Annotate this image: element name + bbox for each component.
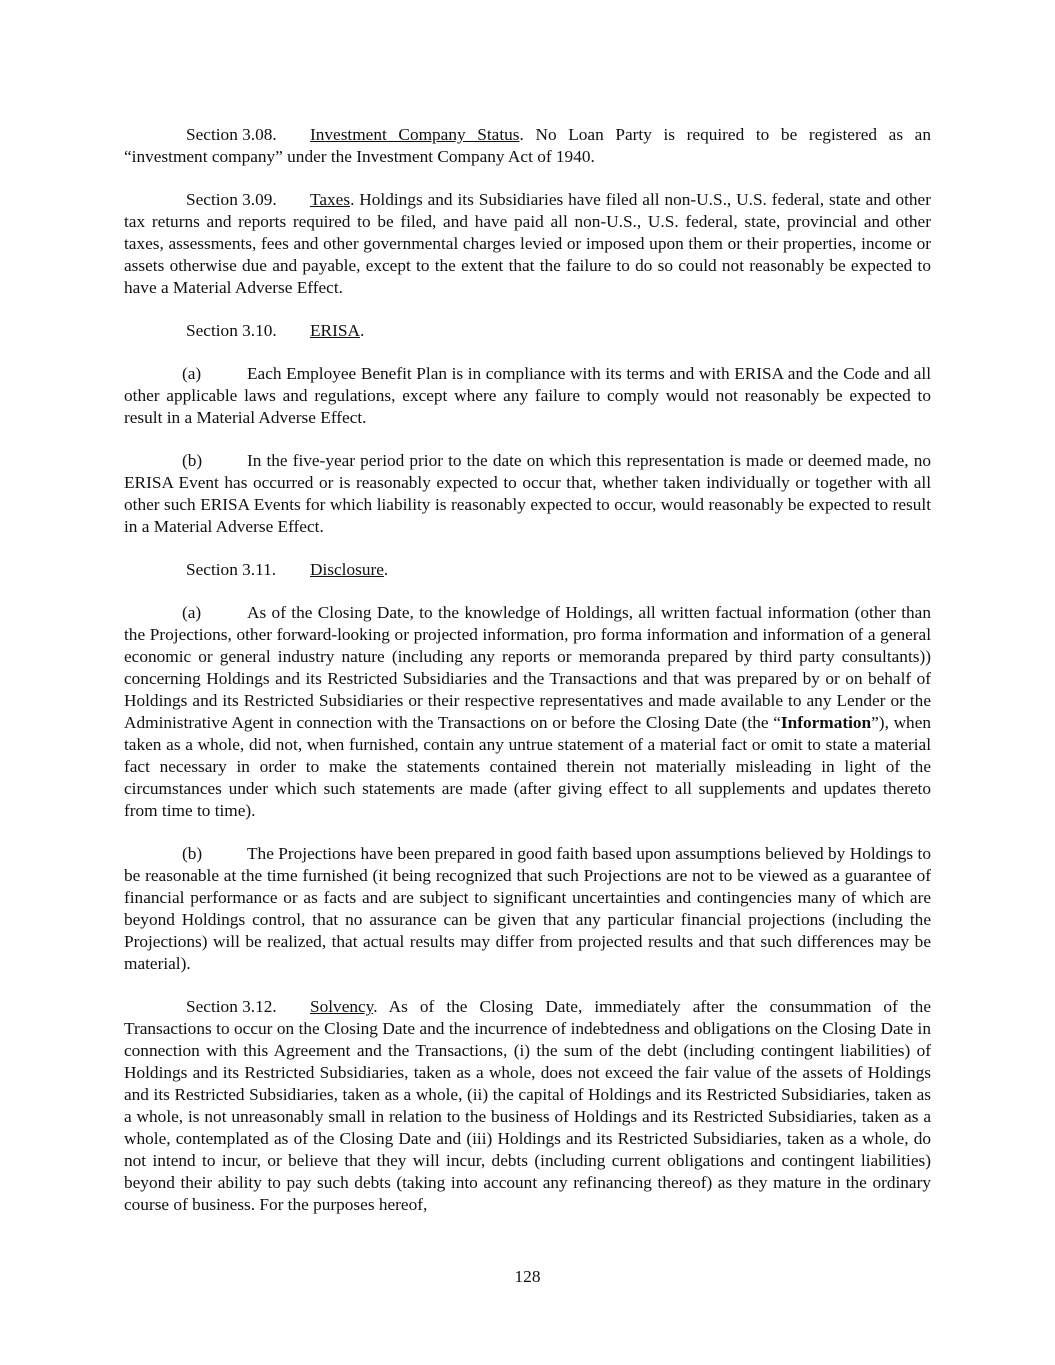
section-heading: Taxes bbox=[310, 190, 351, 209]
clause-text: In the five-year period prior to the date on which this representation is made or deemed made, no ERISA Event has occurred or is reasonably expected to occur that, whether taken individually or together with all other such ERISA Events for which liability is reasonably expected to occur, would reasonably be expected to result in a Material Adverse Effect. bbox=[124, 451, 931, 536]
page-number: 128 bbox=[514, 1267, 541, 1286]
section-heading: ERISA bbox=[310, 321, 360, 340]
section-heading: Investment Company Status bbox=[310, 125, 520, 144]
clause-text: The Projections have been prepared in good faith based upon assumptions believed by Holdings to be reasonable at the time furnished (it being recognized that such Projections are not to be viewed as a guarantee of financial performance or as facts and are subject to significant uncertainties and contingencies many of which are beyond Holdings control, that no assurance can be given that any particular financial projections (including the Projections) will be realized, that actual results may differ from projected results and that such differences may be material). bbox=[124, 844, 931, 973]
clause-text: As of the Closing Date, to the knowledge of Holdings, all written factual information (other than the Projections, other forward-looking or projected information, pro forma information and information of a general economic or general industry nature (including any reports or memoranda prepared by third party consultants)) concerning Holdings and its Restricted Subsidiaries and the Transactions and that was prepared by or on behalf of Holdings and its Restricted Subsidiaries or their respective representatives and made available to any Lender or the Administrative Agent in connection with the Transactions on or before the Closing Date (the “ bbox=[124, 603, 931, 732]
section-text: . bbox=[383, 560, 389, 579]
clause-label: (b) bbox=[182, 451, 203, 470]
defined-term: Information bbox=[780, 713, 872, 732]
section-3-12 bbox=[124, 996, 931, 1216]
section-number: Section 3.11. bbox=[186, 560, 277, 579]
section-text: . No Loan Party is required to be registered as an “investment company” under the Investment Company Act of 1940. bbox=[124, 125, 931, 166]
section-3-08 bbox=[124, 124, 931, 168]
section-3-11 bbox=[124, 559, 931, 581]
section-number: Section 3.10. bbox=[186, 321, 277, 340]
section-number: Section 3.08. bbox=[186, 125, 277, 144]
section-text: . bbox=[359, 321, 365, 340]
section-number: Section 3.12. bbox=[186, 997, 277, 1016]
section-3-10 bbox=[124, 320, 931, 342]
clause-label: (a) bbox=[182, 364, 202, 383]
clause-text: ”), when taken as a whole, did not, when furnished, contain any untrue statement of a material fact or omit to state a material fact necessary in order to make the statements contained therein not materially misleading in light of the circumstances under which such statements are made (after giving effect to all supplements and updates thereto from time to time). bbox=[124, 713, 932, 820]
section-heading: Solvency bbox=[310, 997, 374, 1016]
section-3-11-b bbox=[124, 843, 931, 975]
section-3-10-b bbox=[124, 450, 931, 538]
section-number: Section 3.09. bbox=[186, 190, 277, 209]
section-text: . Holdings and its Subsidiaries have filed all non-U.S., U.S. federal, state and other tax returns and reports required to be filed, and have paid all non-U.S., U.S. federal, state, provincial and other taxes, assessments, fees and other governmental charges levied or imposed upon them or their properties, income or assets otherwise due and payable, except to the extent that the failure to do so could not reasonably be expected to have a Material Adverse Effect. bbox=[124, 190, 931, 297]
clause-text: Each Employee Benefit Plan is in compliance with its terms and with ERISA and the Code and all other applicable laws and regulations, except where any failure to comply would not reasonably be expected to result in a Material Adverse Effect. bbox=[124, 364, 931, 427]
clause-label: (a) bbox=[182, 603, 202, 622]
section-heading: Disclosure bbox=[310, 560, 384, 579]
section-3-11-a bbox=[124, 602, 931, 822]
clause-label: (b) bbox=[182, 844, 203, 863]
section-text: . As of the Closing Date, immediately after the consummation of the Transactions to occur on the Closing Date and the incurrence of indebtedness and obligations on the Closing Date in connection with this Agreement and the Transactions, (i) the sum of the debt (including contingent liabilities) of Holdings and its Restricted Subsidiaries, taken as a whole, does not exceed the fair value of the assets of Holdings and its Restricted Subsidiaries, taken as a whole, (ii) the capital of Holdings and its Restricted Subsidiaries, taken as a whole, is not unreasonably small in relation to the business of Holdings and its Restricted Subsidiaries, taken as a whole, contemplated as of the Closing Date and (iii) Holdings and its Restricted Subsidiaries, taken as a whole, do not intend to incur, or believe that they will incur, debts (including current obligations and contingent liabilities) beyond their ability to pay such debts (taking into account any refinancing thereof) as they mature in the ordinary course of business. For the purposes hereof, bbox=[124, 997, 931, 1214]
section-3-10-a bbox=[124, 363, 931, 429]
section-3-09 bbox=[124, 189, 931, 299]
document-page bbox=[124, 124, 931, 1237]
